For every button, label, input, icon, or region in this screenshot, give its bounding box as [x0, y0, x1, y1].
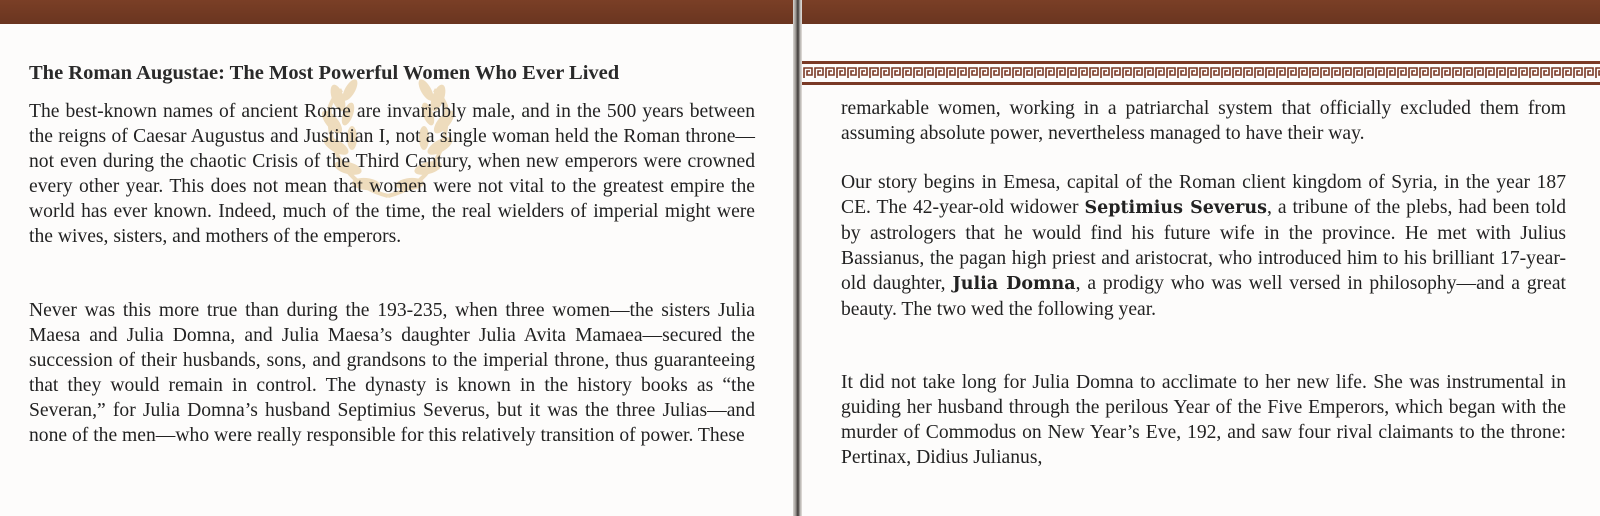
greek-key-unit	[1552, 68, 1560, 78]
greek-key-unit	[1596, 68, 1600, 78]
greek-key-unit	[1002, 68, 1010, 78]
greek-key-unit	[870, 68, 878, 78]
greek-key-unit	[1497, 68, 1505, 78]
greek-key-unit	[1475, 68, 1483, 78]
greek-key-unit	[837, 68, 845, 78]
greek-key-unit	[1046, 68, 1054, 78]
greek-key-unit	[1079, 68, 1087, 78]
right-paragraph-2-text-a: Our story begins in Emesa, capital of the Roman client kingdom of Syria, in the year 187 CE. The 42-year-old widower	[841, 172, 1566, 219]
greek-key-unit	[1189, 68, 1197, 78]
greek-key-unit	[1321, 68, 1329, 78]
right-paragraph-1: remarkable women, working in a patriarchal system that officially excluded them from assuming absolute power, nevertheless managed to have their way.	[841, 98, 1566, 145]
greek-key-unit	[1035, 68, 1043, 78]
greek-key-unit	[826, 68, 834, 78]
greek-key-unit	[1343, 68, 1351, 78]
greek-key-unit	[980, 68, 988, 78]
greek-key-unit	[1145, 68, 1153, 78]
name-julia-domna: Julia Domna	[952, 274, 1076, 295]
greek-key-unit	[1288, 68, 1296, 78]
right-paragraph-2-text-b: , a tribune of the plebs, had been told by astrologers that he would find his future wife in the province. He met with Julius Bassianus, the pagan high priest and aristocrat, who introduced him to his brilliant 17-year-old daughter,	[841, 197, 1567, 295]
greek-key-unit	[1090, 68, 1098, 78]
greek-key-unit	[1244, 68, 1252, 78]
greek-key-unit	[1222, 68, 1230, 78]
greek-key-unit	[848, 68, 856, 78]
greek-key-unit	[914, 68, 922, 78]
greek-key-unit	[991, 68, 999, 78]
greek-key-unit	[1409, 68, 1417, 78]
greek-key-unit	[1310, 68, 1318, 78]
greek-key-unit	[859, 68, 867, 78]
greek-key-unit	[1057, 68, 1065, 78]
greek-key-unit	[1277, 68, 1285, 78]
right-page	[802, 24, 1600, 516]
greek-key-border	[802, 61, 1600, 85]
greek-key-unit	[1365, 68, 1373, 78]
greek-key-unit	[804, 68, 812, 78]
left-page	[0, 24, 793, 516]
greek-key-unit	[1024, 68, 1032, 78]
greek-key-unit	[1178, 68, 1186, 78]
greek-key-unit	[1519, 68, 1527, 78]
greek-key-unit	[815, 68, 823, 78]
greek-key-unit	[881, 68, 889, 78]
greek-key-unit	[1134, 68, 1142, 78]
right-paragraph-2-text-c: , a prodigy who was well versed in philosophy—and a great beauty. The two wed the following year.	[841, 273, 1566, 321]
greek-key-unit	[1013, 68, 1021, 78]
greek-key-unit	[1200, 68, 1208, 78]
greek-key-unit	[1211, 68, 1219, 78]
greek-key-unit	[1068, 68, 1076, 78]
greek-key-unit	[1563, 68, 1571, 78]
greek-key-unit	[1112, 68, 1120, 78]
right-paragraph-3: It did not take long for Julia Domna to acclimate to her new life. She was instrumental in guiding her husband through the perilous Year of the Five Emperors, which began with the murder of Commodus on New Year’s Eve, 192, and saw four rival claimants to the throne: Pertinax, Didius Julianus,	[841, 372, 1566, 469]
greek-key-unit	[1376, 68, 1384, 78]
right-paragraph-2	[841, 170, 1566, 323]
greek-key-unit	[1266, 68, 1274, 78]
greek-key-unit	[936, 68, 944, 78]
greek-key-unit	[1332, 68, 1340, 78]
greek-key-unit	[1541, 68, 1549, 78]
greek-key-unit	[1420, 68, 1428, 78]
greek-key-unit	[1508, 68, 1516, 78]
greek-key-unit	[958, 68, 966, 78]
greek-key-unit	[1431, 68, 1439, 78]
name-septimius-severus: Septimius Severus	[1084, 198, 1267, 219]
greek-key-unit	[892, 68, 900, 78]
greek-key-unit	[1453, 68, 1461, 78]
greek-key-unit	[1530, 68, 1538, 78]
greek-key-unit	[1387, 68, 1395, 78]
greek-key-unit	[1255, 68, 1263, 78]
left-paragraph-2: Never was this more true than during the 193-235, when three women—the sisters Julia Maesa and Julia Domna, and Julia Maesa’s daughter Julia Avita Mamaea—secured the succession of their husbands, sons, and grandsons to the imperial throne, thus guaranteeing that they would remain in control. The dynasty is known in the history books as “the Severan,” for Julia Domna’s husband Septimius Severus, but it was the three Julias—and none of the men—who were really responsible for this relatively transition of power. These	[29, 300, 755, 447]
book-spine	[793, 0, 802, 516]
greek-key-unit	[1574, 68, 1582, 78]
greek-key-unit	[1299, 68, 1307, 78]
article-title: The Roman Augustae: The Most Powerful Women Who Ever Lived	[29, 62, 620, 84]
greek-key-unit	[1442, 68, 1450, 78]
greek-key-unit	[1486, 68, 1494, 78]
greek-key-unit	[1398, 68, 1406, 78]
greek-key-unit	[1101, 68, 1109, 78]
greek-key-unit	[1156, 68, 1164, 78]
greek-key-unit	[1233, 68, 1241, 78]
greek-key-unit	[1585, 68, 1593, 78]
greek-key-unit	[1123, 68, 1131, 78]
greek-key-unit	[1354, 68, 1362, 78]
greek-key-unit	[1167, 68, 1175, 78]
left-paragraph-1: The best-known names of ancient Rome are invariably male, and in the 500 years between the reigns of Caesar Augustus and Justinian I, not a single woman held the Roman throne—not even during the chaotic Crisis of the Third Century, when new emperors were crowned every other year. This does not mean that women were not vital to the greatest empire the world has ever known. Indeed, much of the time, the real wielders of imperial might were the wives, sisters, and mothers of the emperors.	[29, 101, 755, 248]
greek-key-unit	[925, 68, 933, 78]
greek-key-unit	[1464, 68, 1472, 78]
greek-key-unit	[947, 68, 955, 78]
greek-key-unit	[969, 68, 977, 78]
greek-key-unit	[903, 68, 911, 78]
